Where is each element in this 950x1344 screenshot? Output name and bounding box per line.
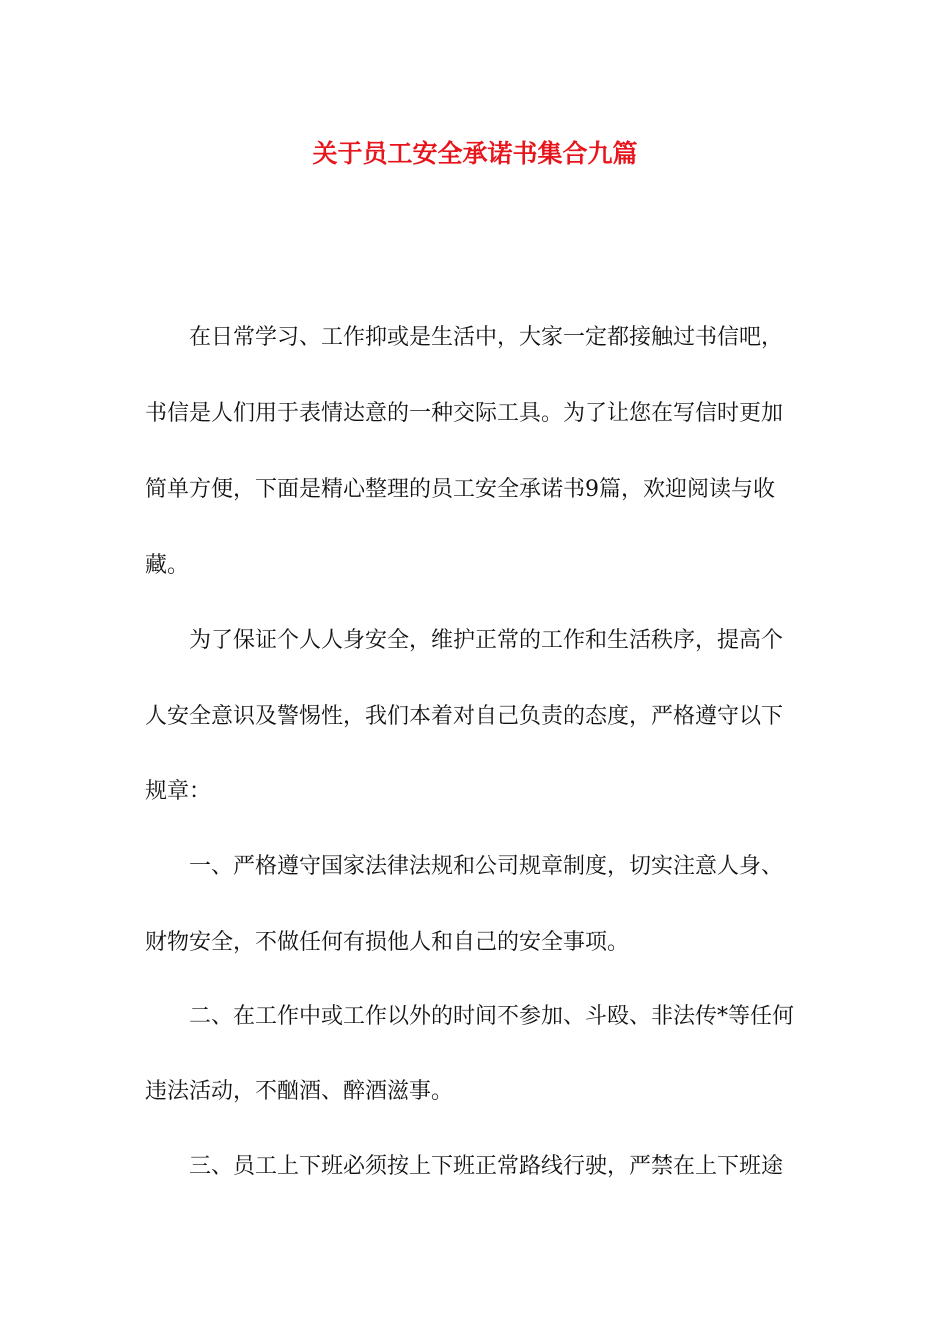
paragraph-line: 人安全意识及警惕性，我们本着对自己负责的态度，严格遵守以下: [145, 704, 784, 729]
paragraph-line: 简单方便，下面是精心整理的员工安全承诺书9篇，欢迎阅读与收: [145, 477, 775, 502]
document-title: 关于员工安全承诺书集合九篇: [312, 139, 638, 168]
paragraph-line: 财物安全，不做任何有损他人和自己的安全事项。: [145, 930, 630, 955]
paragraph-line: 在日常学习、工作抑或是生活中，大家一定都接触过书信吧，: [189, 325, 784, 350]
paragraph-line: 为了保证个人人身安全，维护正常的工作和生活秩序，提高个: [189, 628, 784, 653]
paragraph-line: 三、员工上下班必须按上下班正常路线行驶，严禁在上下班途: [189, 1154, 784, 1179]
paragraph-line: 二、在工作中或工作以外的时间不参加、斗殴、非法传*等任何: [189, 1004, 795, 1029]
paragraph-line: 一、严格遵守国家法律法规和公司规章制度，切实注意人身、: [189, 854, 784, 879]
paragraph-line: 规章：: [145, 779, 212, 804]
paragraph-line: 书信是人们用于表情达意的一种交际工具。为了让您在写信时更加: [145, 401, 784, 426]
paragraph-line: 违法活动，不酗酒、醉酒滋事。: [145, 1079, 454, 1104]
paragraph-line: 藏。: [145, 553, 190, 578]
